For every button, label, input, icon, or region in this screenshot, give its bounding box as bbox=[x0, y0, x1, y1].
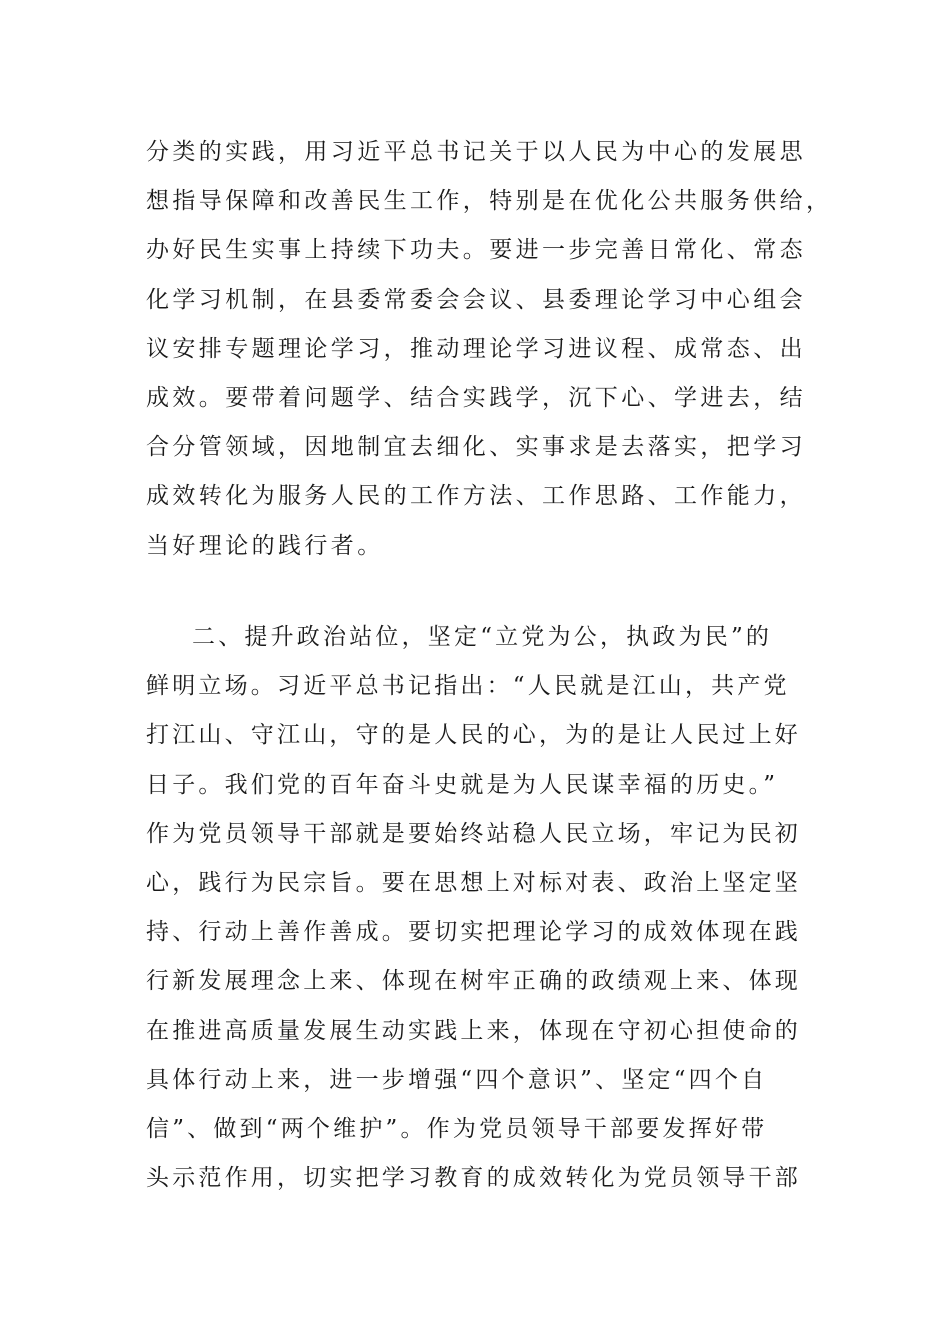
text-line: 作为党员领导干部就是要始终站稳人民立场，牢记为民初 bbox=[146, 820, 801, 847]
section-heading-line: 二、提升政治站位，坚定“立党为公，执政为民”的 bbox=[192, 624, 773, 650]
text-line: 化学习机制，在县委常委会会议、县委理论学习中心组会 bbox=[146, 286, 806, 313]
text-line: 具体行动上来，进一步增强“四个意识”、坚定“四个自 bbox=[146, 1066, 768, 1093]
text-line: 当好理论的践行者。 bbox=[146, 532, 384, 559]
text-line: 合分管领域，因地制宜去细化、实事求是去落实，把学习 bbox=[146, 434, 806, 461]
text-line: 行新发展理念上来、体现在树牢正确的政绩观上来、体现 bbox=[146, 968, 801, 995]
text-line: 办好民生实事上持续下功夫。要进一步完善日常化、常态 bbox=[146, 237, 806, 264]
text-line: 日子。我们党的百年奋斗史就是为人民谋幸福的历史。” bbox=[146, 771, 779, 798]
text-line: 议安排专题理论学习，推动理论学习进议程、成常态、出 bbox=[146, 335, 806, 362]
paragraph-political-stance bbox=[146, 613, 846, 1203]
text-line: 想指导保障和改善民生工作，特别是在优化公共服务供给， bbox=[146, 188, 833, 215]
text-line: 分类的实践，用习近平总书记关于以人民为中心的发展思 bbox=[146, 139, 806, 165]
text-line: 信”、做到“两个维护”。作为党员领导干部要发挥好带 bbox=[146, 1115, 768, 1142]
text-line: 头示范作用，切实把学习教育的成效转化为党员领导干部 bbox=[146, 1165, 801, 1192]
text-line: 心，践行为民宗旨。要在思想上对标对表、政治上坚定坚 bbox=[146, 869, 801, 896]
text-line: 成效转化为服务人民的工作方法、工作思路、工作能力， bbox=[146, 483, 806, 510]
text-line: 在推进高质量发展生动实践上来，体现在守初心担使命的 bbox=[146, 1017, 801, 1044]
text-line: 持、行动上善作善成。要切实把理论学习的成效体现在践 bbox=[146, 919, 801, 946]
text-line: 成效。要带着问题学、结合实践学，沉下心、学进去，结 bbox=[146, 384, 806, 411]
text-line: 鲜明立场。习近平总书记指出：“人民就是江山，共产党 bbox=[146, 673, 790, 700]
paragraph-practice-and-study bbox=[146, 128, 846, 571]
text-line: 打江山、守江山，守的是人民的心，为的是让人民过上好 bbox=[146, 722, 801, 749]
